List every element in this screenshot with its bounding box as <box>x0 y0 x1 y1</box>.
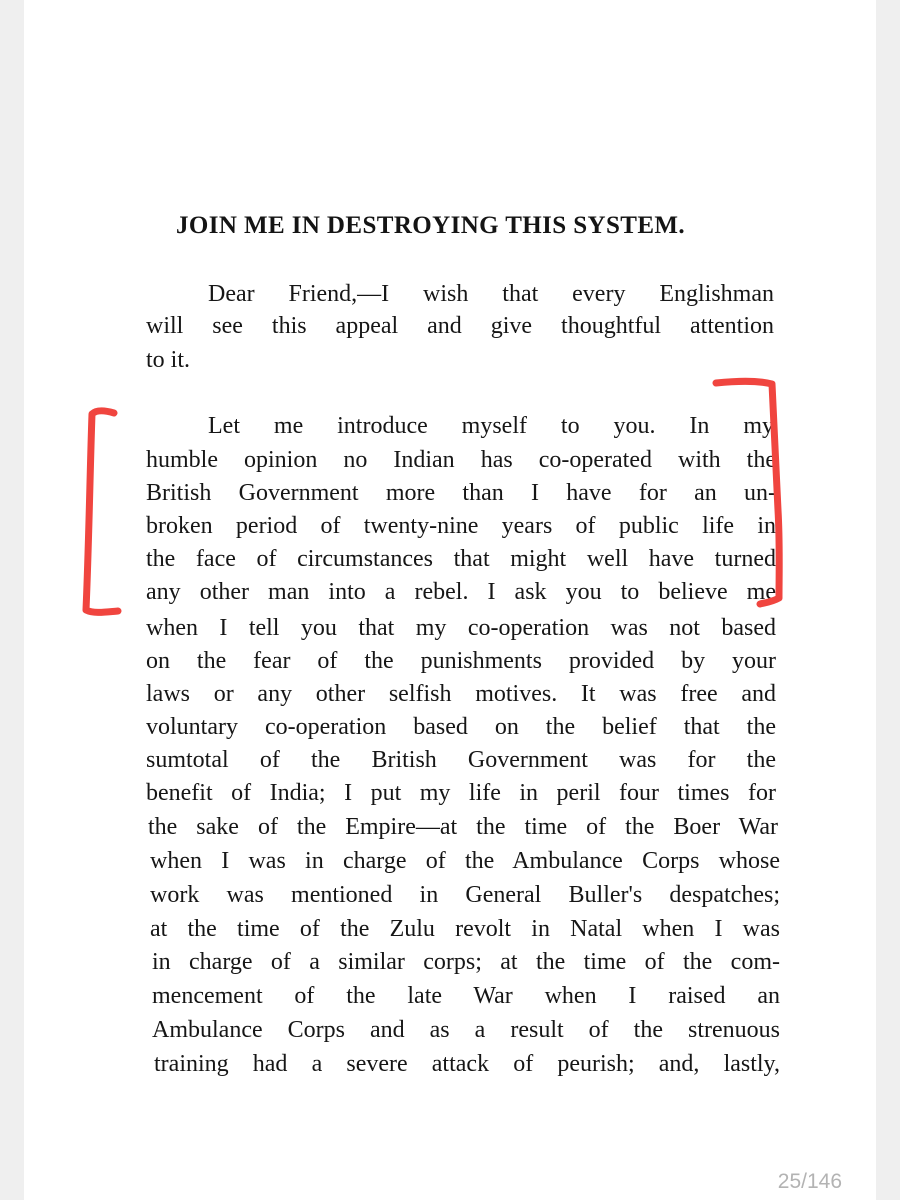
paragraph-2-line-14: when I was in charge of the Ambulance Corps whose <box>150 848 780 874</box>
paragraph-2-line-1: Let me introduce myself to you. In my <box>208 413 774 439</box>
paragraph-2-line-20: training had a severe attack of peurish; and, lastly, <box>154 1051 780 1077</box>
paragraph-2-line-5: the face of circumstances that might well have turned <box>146 546 776 572</box>
paragraph-2-line-9: laws or any other selfish motives. It was free and <box>146 681 776 707</box>
paragraph-2-line-13: the sake of the Empire—at the time of the Boer War <box>148 814 778 840</box>
document-page <box>24 0 876 1200</box>
paragraph-2-line-3: British Government more than I have for an un- <box>146 480 776 506</box>
paragraph-2-line-7: when I tell you that my co-operation was not based <box>146 615 776 641</box>
paragraph-2-line-2: humble opinion no Indian has co-operated with the <box>146 447 776 473</box>
paragraph-1-line-2: will see this appeal and give thoughtful attention <box>146 313 774 339</box>
paragraph-2-line-10: voluntary co-operation based on the belief that the <box>146 714 776 740</box>
page-indicator: 25/146 <box>777 1170 842 1193</box>
paragraph-2-line-17: in charge of a similar corps; at the time of the com- <box>152 949 780 975</box>
paragraph-2-line-6: any other man into a rebel. I ask you to believe me <box>146 579 776 605</box>
paragraph-2-line-15: work was mentioned in General Buller's despatches; <box>150 882 780 908</box>
paragraph-2-line-8: on the fear of the punishments provided by your <box>146 648 776 674</box>
paragraph-2-line-12: benefit of India; I put my life in peril four times for <box>146 780 776 806</box>
paragraph-2-line-18: mencement of the late War when I raised an <box>152 983 780 1009</box>
paragraph-2-line-4: broken period of twenty-nine years of public life in <box>146 513 776 539</box>
paragraph-1-line-1: Dear Friend,—I wish that every Englishman <box>208 281 774 307</box>
paragraph-2-line-11: sumtotal of the British Government was for the <box>146 747 776 773</box>
page-title: JOIN ME IN DESTROYING THIS SYSTEM. <box>176 212 686 239</box>
paragraph-2-line-16: at the time of the Zulu revolt in Natal when I was <box>150 916 780 942</box>
paragraph-2-line-19: Ambulance Corps and as a result of the strenuous <box>152 1017 780 1043</box>
paragraph-1-line-3: to it. <box>146 347 191 373</box>
